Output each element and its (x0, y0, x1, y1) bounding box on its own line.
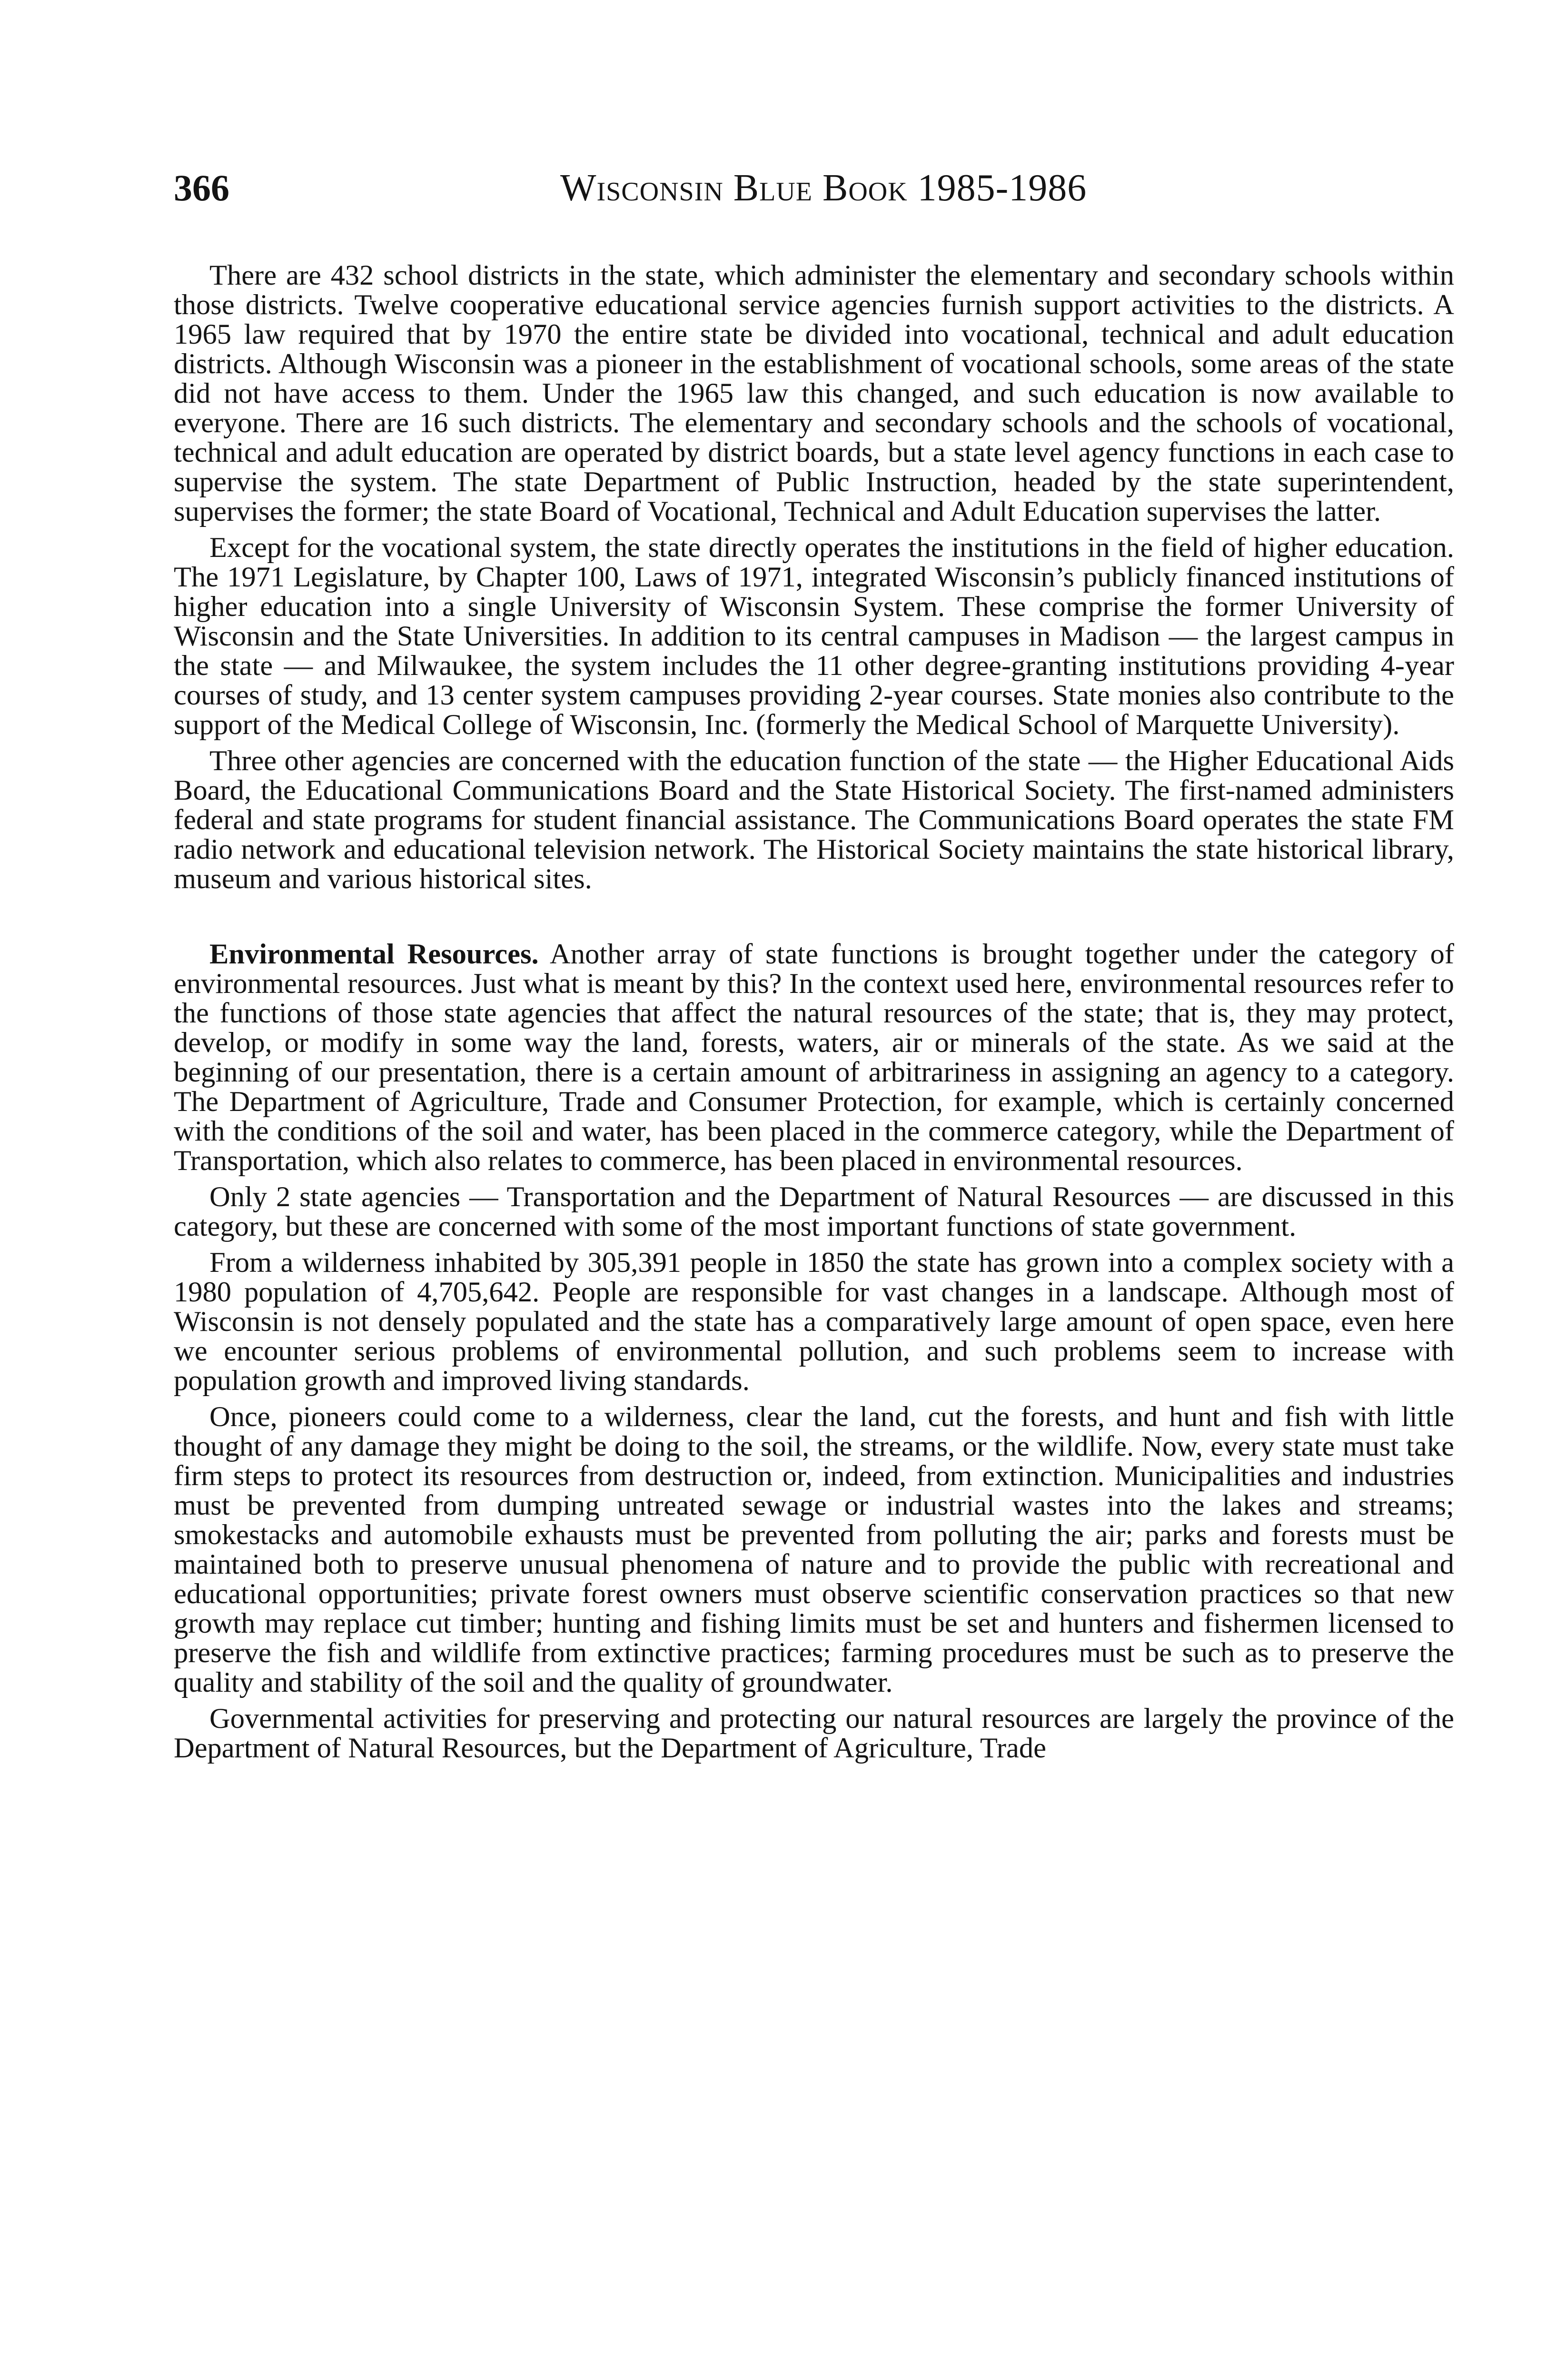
running-head: Wisconsin Blue Book 1985-1986 (560, 167, 1087, 209)
paragraph-school-districts: There are 432 school districts in the state, which administer the elementary and secondary schools within those districts. Twelve cooperative educational service agencies furnish support activities to the districts. A 1965 law required that by 1970 the entire state be divided into vocational, technical and adult education districts. Although Wisconsin was a pioneer in the establishment of vocational schools, some areas of the state did not have access to them. Under the 1965 law this changed, and such education is now available to everyone. There are 16 such districts. The elementary and secondary schools and the schools of vocational, technical and adult education are operated by district boards, but a state level agency functions in each case to supervise the system. The state Department of Public Instruction, headed by the state superintendent, supervises the former; the state Board of Vocational, Technical and Adult Education supervises the latter. (174, 259, 1454, 527)
paragraph-other-agencies: Three other agencies are concerned with the education function of the state — the Higher Educational Aids Board, the Educational Communications Board and the State Historical Society. The first-named administers federal and state programs for student financial assistance. The Communications Board operates the state FM radio network and educational television network. The Historical Society maintains the state historical library, museum and various historical sites. (174, 745, 1454, 895)
paragraph-governmental-activities: Governmental activities for preserving and protecting our natural resources are largely the province of the Department of Natural Resources, but the Department of Agriculture, Trade (174, 1703, 1454, 1764)
page-header (174, 167, 1459, 219)
paragraph-higher-education: Except for the vocational system, the state directly operates the institutions in the field of higher education. The 1971 Legislature, by Chapter 100, Laws of 1971, integrated Wisconsin’s publicly financed institutions of higher education into a single University of Wisconsin System. These comprise the former University of Wisconsin and the State Universities. In addition to its central campuses in Madison — the largest campus in the state — and Milwaukee, the system includes the 11 other degree-granting institutions providing 4-year courses of study, and 13 center system campuses providing 2-year courses. State monies also contribute to the support of the Medical College of Wisconsin, Inc. (formerly the Medical School of Marquette University). (174, 532, 1454, 741)
body-text (174, 261, 1454, 1763)
page-number: 366 (174, 167, 229, 208)
paragraph-population: From a wilderness inhabited by 305,391 people in 1850 the state has grown into a complex society with a 1980 population of 4,705,642. People are responsible for vast changes in a landscape. Although most of Wisconsin is not densely populated and the state has a comparatively large amount of open space, even here we encounter serious problems of environmental pollution, and such problems seem to increase with population growth and improved living standards. (174, 1247, 1454, 1397)
paragraph-pioneers: Once, pioneers could come to a wilderness, clear the land, cut the forests, and hunt and fish with little thought of any damage they might be doing to the soil, the streams, or the wildlife. Now, every state must take firm steps to protect its resources from destruction or, indeed, from extinction. Municipalities and industries must be prevented from dumping untreated sewage or industrial wastes into the lakes and streams; smokestacks and automobile exhausts must be prevented from polluting the air; parks and forests must be maintained both to preserve unusual phenomena of nature and to provide the public with recreational and educational opportunities; private forest owners must observe scientific conservation practices so that new growth may replace cut timber; hunting and fishing limits must be set and hunters and fishermen licensed to preserve the fish and wildlife from extinctive practices; farming procedures must be such as to preserve the quality and stability of the soil and the quality of groundwater. (174, 1401, 1454, 1698)
paragraph-environmental-resources (174, 940, 1454, 1176)
section-heading-environmental-resources: Environmental Resources. (209, 938, 539, 970)
paragraph-environmental-resources-text: Another array of state functions is brought together under the category of environmental resources. Just what is meant by this? In the context used here, environmental resources refer to the functions of those state agencies that affect the natural resources of the state; that is, they may protect, develop, or modify in some way the land, forests, waters, air or minerals of the state. As we said at the beginning of our presentation, there is a certain amount of arbitrariness in assigning an agency to a category. The Department of Agriculture, Trade and Consumer Protection, for example, which is certainly concerned with the conditions of the soil and water, has been placed in the commerce category, while the Department of Transportation, which also relates to commerce, has been placed in environmental resources. (174, 938, 1454, 1177)
paragraph-two-agencies: Only 2 state agencies — Transportation and the Department of Natural Resources — are discussed in this category, but these are concerned with some of the most important functions of state government. (174, 1181, 1454, 1242)
